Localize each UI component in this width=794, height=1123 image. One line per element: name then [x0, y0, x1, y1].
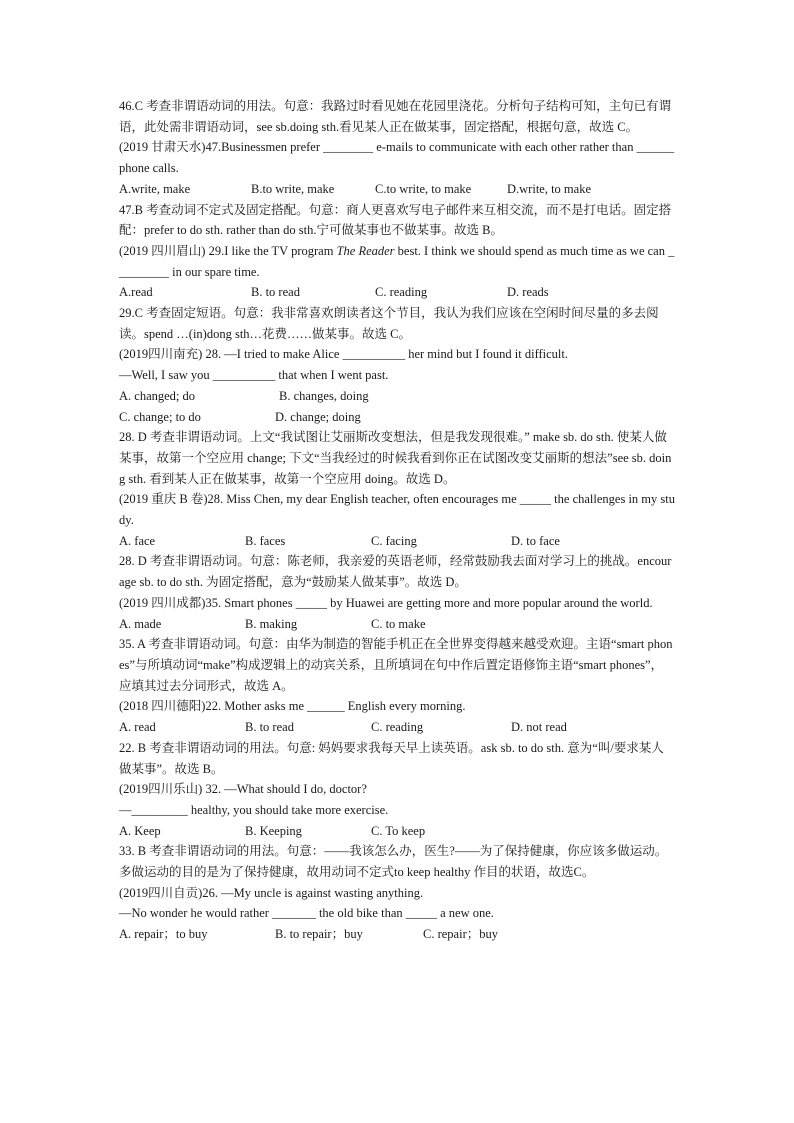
- option-c: C. reading: [375, 285, 428, 300]
- question-47: (2019 甘肃天水)47.Businessmen prefer ________ e-mails to communicate with each other rather than ______ phone calls.: [119, 140, 675, 176]
- question-28-nanchong-options-2: [119, 407, 675, 428]
- question-47-options: [119, 179, 675, 200]
- option-b: B. Keeping: [245, 823, 302, 838]
- answer-28-nanchong: 28. D 考查非谓语动词。上文“我试图让艾丽斯改变想法，但是我发现很难。” make sb. do sth. 使某人做某事，故第一个空应用 change; 下文“当我经过的时候我看到你正在试图改变艾丽斯的想法”see sb. doing sth. 看到某人正在做某事，故第一个空应用 doing。故选 D。: [119, 430, 672, 486]
- option-a: A. repair；to buy: [119, 927, 208, 942]
- question-29-rest: best. I think we should spend as much time as we can _________ in our spare time.: [119, 243, 675, 279]
- option-a: A. changed; do: [119, 388, 196, 403]
- option-d: D.write, to make: [507, 181, 592, 196]
- option-a: A. read: [119, 720, 156, 735]
- question-32-line2: —_________ healthy, you should take more exercise.: [119, 802, 389, 817]
- answer-22: 22. B 考查非谓语动词的用法。句意: 妈妈要求我每天早上读英语。ask sb. to do sth. 意为“叫/要求某人做某事”。故选 B。: [119, 740, 664, 776]
- question-35: (2019 四川成都)35. Smart phones _____ by Huawei are getting more and more popular around the world.: [119, 595, 653, 610]
- option-b: B. to read: [251, 285, 300, 300]
- option-c: C. To keep: [371, 823, 426, 838]
- option-d: D. not read: [511, 720, 567, 735]
- question-28-nanchong-options-1: [119, 386, 675, 407]
- question-32-line1: (2019四川乐山) 32. —What should I do, doctor?: [119, 782, 367, 797]
- answer-33: 33. B 考查非谓语动词的用法。句意：——我该怎么办，医生?——为了保持健康，你应该多做运动。多做运动的目的是为了保持健康，故用动词不定式to keep healthy 作目的状语，故选C。: [119, 844, 668, 880]
- option-d: D. reads: [507, 285, 549, 300]
- question-29-stem: (2019 四川眉山) 29.I like the TV program: [119, 243, 337, 258]
- option-c: C. reading: [371, 720, 424, 735]
- question-26-line2: —No wonder he would rather _______ the old bike than _____ a new one.: [119, 906, 494, 921]
- question-28-nanchong-line1: (2019四川南充) 28. —I tried to make Alice __________ her mind but I found it difficult.: [119, 347, 569, 362]
- option-b: B. making: [245, 616, 298, 631]
- option-b: B. to repair；buy: [275, 927, 363, 942]
- answer-35: 35. A 考查非谓语动词。句意：由华为制造的智能手机正在全世界变得越来越受欢迎。主语“smart phones”与所填动词“make”构成逻辑上的动宾关系，且所填词在句中作后置定语修饰主语“smart phones”，应填其过去分词形式，故选 A。: [119, 637, 673, 693]
- question-35-options: [119, 614, 675, 635]
- question-28-chongqing: (2019 重庆 B 卷)28. Miss Chen, my dear English teacher, often encourages me _____ the challenges in my study.: [119, 492, 675, 528]
- option-d: D. to face: [511, 533, 560, 548]
- question-28-chongqing-options: [119, 531, 675, 552]
- option-a: A.write, make: [119, 181, 191, 196]
- question-32-options: [119, 821, 675, 842]
- document-body: [119, 96, 675, 945]
- question-29: [119, 241, 675, 282]
- option-a: A. Keep: [119, 823, 161, 838]
- option-a: A.read: [119, 285, 153, 300]
- answer-29: 29.C 考查固定短语。句意：我非常喜欢朗读者这个节目，我认为我们应该在空闲时间尽量的多去阅读。spend …(in)dong sth…花费……做某事。故选 C。: [119, 306, 659, 341]
- option-a: A. made: [119, 616, 162, 631]
- question-28-nanchong-line2: —Well, I saw you __________ that when I went past.: [119, 368, 389, 383]
- option-c: C. facing: [371, 533, 417, 548]
- answer-47: 47.B 考查动词不定式及固定搭配。句意：商人更喜欢写电子邮件来互相交流，而不是打电话。固定搭配：prefer to do sth. rather than do sth.宁可做某事也不做某事。故选 B。: [119, 202, 672, 238]
- option-b: B. changes, doing: [279, 388, 369, 403]
- option-b: B. to read: [245, 720, 294, 735]
- question-22: (2018 四川德阳)22. Mother asks me ______ English every morning.: [119, 699, 466, 714]
- option-a: A. face: [119, 533, 156, 548]
- option-b: B.to write, make: [251, 181, 335, 196]
- program-title: The Reader: [336, 243, 395, 258]
- option-c: C.to write, to make: [375, 181, 472, 196]
- question-22-options: [119, 717, 675, 738]
- question-29-options: [119, 282, 675, 303]
- option-c: C. change; to do: [119, 409, 201, 424]
- answer-28-chongqing: 28. D 考查非谓语动词。句意：陈老师，我亲爱的英语老师，经常鼓励我去面对学习上的挑战。encourage sb. to do sth. 为固定搭配，意为“鼓励某人做某事”。故选 D。: [119, 554, 672, 590]
- option-c: C. to make: [371, 616, 426, 631]
- question-26-options: [119, 924, 675, 945]
- option-c: C. repair；buy: [423, 927, 498, 942]
- option-b: B. faces: [245, 533, 286, 548]
- option-d: D. change; doing: [275, 409, 361, 424]
- question-26-line1: (2019四川自贡)26. —My uncle is against wasting anything.: [119, 885, 424, 900]
- answer-46: 46.C 考查非谓语动词的用法。句意：我路过时看见她在花园里浇花。分析句子结构可知，主句已有谓语，此处需非谓语动词，see sb.doing sth.看见某人正在做某事，固定搭配，根据句意，故选 C。: [119, 99, 672, 134]
